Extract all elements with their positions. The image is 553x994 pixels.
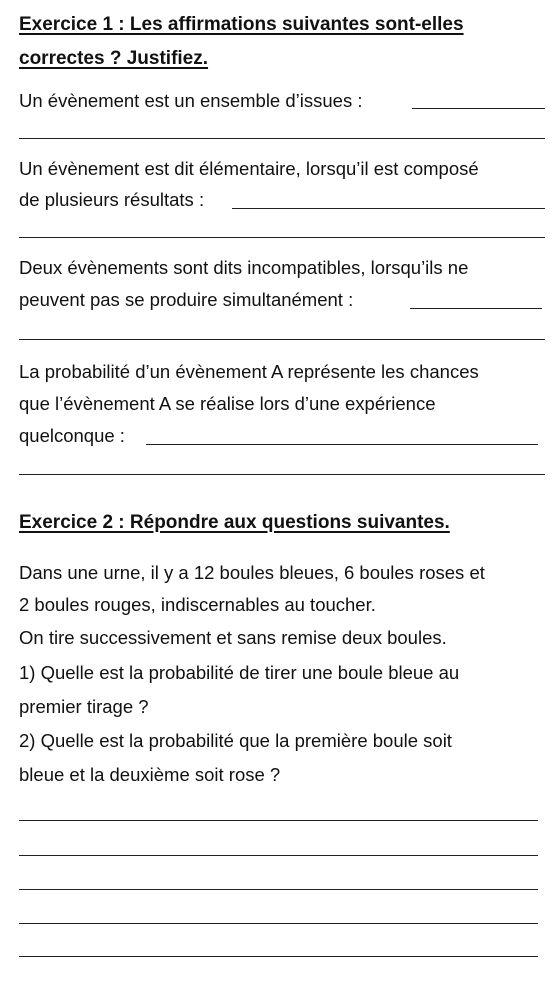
answer-line-q1[interactable] bbox=[19, 138, 545, 139]
answer-line-q2[interactable] bbox=[19, 237, 545, 238]
exercise2-question1-line1: 1) Quelle est la probabilité de tirer une boule bleue au bbox=[19, 662, 460, 683]
answer-line-q1-inline[interactable] bbox=[412, 108, 545, 109]
exercise1-q4-text-line1: La probabilité d’un évènement A représente les chances bbox=[19, 361, 479, 382]
answer-line-ex2-3[interactable] bbox=[19, 889, 538, 890]
exercise1-q1-text: Un évènement est un ensemble d’issues : bbox=[19, 90, 363, 111]
exercise1-q4-text-line3: quelconque : bbox=[19, 425, 125, 446]
exercise1-q3-text-line2: peuvent pas se produire simultanément : bbox=[19, 289, 354, 310]
answer-line-ex2-2[interactable] bbox=[19, 855, 538, 856]
answer-line-ex2-1[interactable] bbox=[19, 820, 538, 821]
exercise1-q4-text-line2: que l’évènement A se réalise lors d’une expérience bbox=[19, 393, 436, 414]
answer-line-ex2-5[interactable] bbox=[19, 956, 538, 957]
answer-line-q3-inline[interactable] bbox=[410, 308, 542, 309]
exercise2-question2-line1: 2) Quelle est la probabilité que la première boule soit bbox=[19, 730, 452, 751]
exercise2-heading: Exercice 2 : Répondre aux questions suivantes. bbox=[19, 512, 450, 533]
answer-line-q4-inline[interactable] bbox=[146, 444, 538, 445]
exercise1-heading-line1: Exercice 1 : Les affirmations suivantes sont-elles bbox=[19, 14, 464, 35]
exercise1-q2-text-line2: de plusieurs résultats : bbox=[19, 189, 205, 210]
exercise2-intro-line2: 2 boules rouges, indiscernables au toucher. bbox=[19, 594, 376, 615]
exercise1-q2-text-line1: Un évènement est dit élémentaire, lorsqu’il est composé bbox=[19, 158, 479, 179]
exercise2-intro-line1: Dans une urne, il y a 12 boules bleues, 6 boules roses et bbox=[19, 562, 485, 583]
answer-line-ex2-4[interactable] bbox=[19, 923, 538, 924]
answer-line-q2-inline[interactable] bbox=[232, 208, 545, 209]
answer-line-q3[interactable] bbox=[19, 339, 545, 340]
exercise2-question2-line2: bleue et la deuxième soit rose ? bbox=[19, 764, 281, 785]
exercise2-question1-line2: premier tirage ? bbox=[19, 696, 149, 717]
answer-line-q4[interactable] bbox=[19, 474, 545, 475]
exercise1-heading-line2: correctes ? Justifiez. bbox=[19, 48, 209, 69]
exercise1-q3-text-line1: Deux évènements sont dits incompatibles, lorsqu’ils ne bbox=[19, 257, 469, 278]
exercise2-intro-line3: On tire successivement et sans remise deux boules. bbox=[19, 627, 447, 648]
